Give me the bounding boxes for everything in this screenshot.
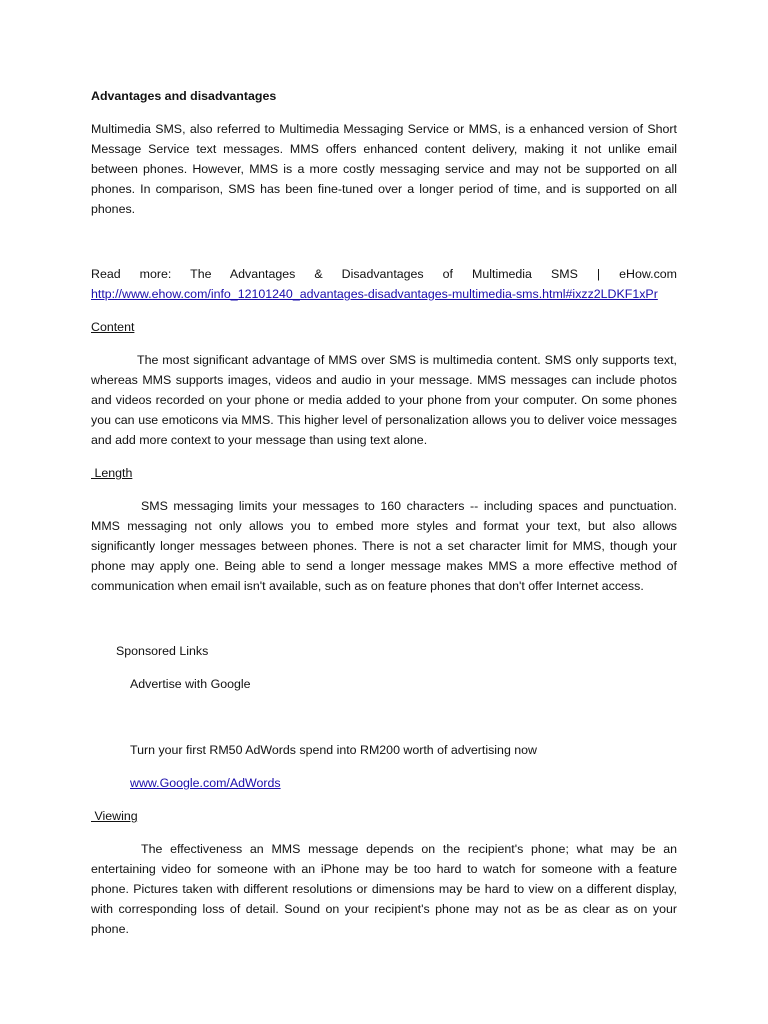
ad-link-paragraph	[130, 773, 677, 793]
intro-paragraph: Multimedia SMS, also referred to Multimedia Messaging Service or MMS, is a enhanced version of Short Message Service text messages. MMS offers enhanced content delivery, making it not unlike email between phones. However, MMS is a more costly messaging service and may not be supported on all phones. In comparison, SMS has been fine-tuned over a longer period of time, and is supported on all phones.	[91, 122, 677, 216]
section-heading-content: Content	[91, 320, 135, 334]
read-more-link-paragraph	[91, 284, 677, 304]
read-more-block	[91, 264, 677, 304]
document-page	[91, 86, 677, 939]
section-heading-length-label: Length	[91, 466, 133, 480]
viewing-paragraph: The effectiveness an MMS message depends on the recipient's phone; what may be an entertaining video for someone with an iPhone may be too hard to watch for someone with a feature phone. Pictures taken with different resolutions or dimensions may be hard to view on a different display, with corresponding loss of detail. Sound on your recipient's phone may not as be as clear as on your phone.	[91, 842, 677, 936]
read-more-text: Read more: The Advantages & Disadvantages of Multimedia SMS | eHow.com	[91, 267, 677, 281]
read-more-link[interactable]: http://www.ehow.com/info_12101240_advantages-disadvantages-multimedia-sms.html#ixzz2LDKF1xPr	[91, 287, 658, 301]
ad-block	[116, 674, 677, 793]
section-heading-viewing	[91, 806, 677, 826]
content-paragraph: The most significant advantage of MMS over SMS is multimedia content. SMS only supports text, whereas MMS supports images, videos and audio in your message. MMS messages can include photos and videos recorded on your phone or media added to your phone from your computer. On some phones you can use emoticons via MMS. This higher level of personalization allows you to deliver voice messages and add more context to your message than using text alone.	[91, 353, 677, 447]
sponsored-links-block	[91, 641, 677, 793]
section-heading-length	[91, 463, 677, 483]
length-paragraph: SMS messaging limits your messages to 160 characters -- including spaces and punctuation. MMS messaging not only allows you to embed more styles and format your text, but also allows significantly longer messages between phones. There is not a set character limit for MMS, though your phone may apply one. Being able to send a longer message makes MMS a more effective method of communication when email isn't available, such as on feature phones that don't offer Internet access.	[91, 499, 677, 593]
ad-title: Advertise with Google	[130, 677, 251, 691]
document-title: Advantages and disadvantages	[91, 89, 277, 103]
sponsored-links-label: Sponsored Links	[116, 644, 209, 658]
ad-text: Turn your first RM50 AdWords spend into RM200 worth of advertising now	[130, 743, 538, 757]
section-heading-viewing-label: Viewing	[91, 809, 138, 823]
ad-link[interactable]: www.Google.com/AdWords	[130, 776, 281, 790]
